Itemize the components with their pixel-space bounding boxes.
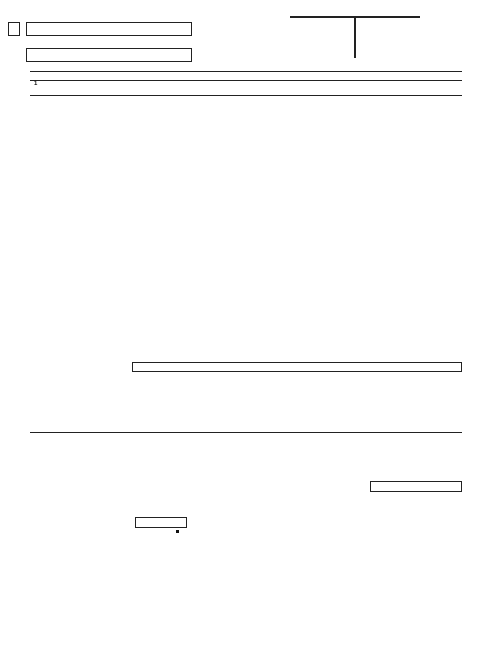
section1-header-rule xyxy=(30,95,462,96)
section2-top-rule xyxy=(30,432,462,433)
box-140054[interactable] xyxy=(370,481,462,492)
rfc-field[interactable] xyxy=(26,22,192,36)
section1-title-rule xyxy=(30,80,462,81)
s2-tasa-decimal-point xyxy=(176,530,179,533)
box-140044[interactable] xyxy=(132,362,462,372)
section1-top-rule xyxy=(30,71,462,72)
curp-field[interactable] xyxy=(26,48,192,62)
t-stem xyxy=(354,16,356,58)
page-number xyxy=(8,22,20,36)
s2-tasa-field[interactable] xyxy=(135,517,187,528)
row-header-number: 1 xyxy=(34,81,38,87)
